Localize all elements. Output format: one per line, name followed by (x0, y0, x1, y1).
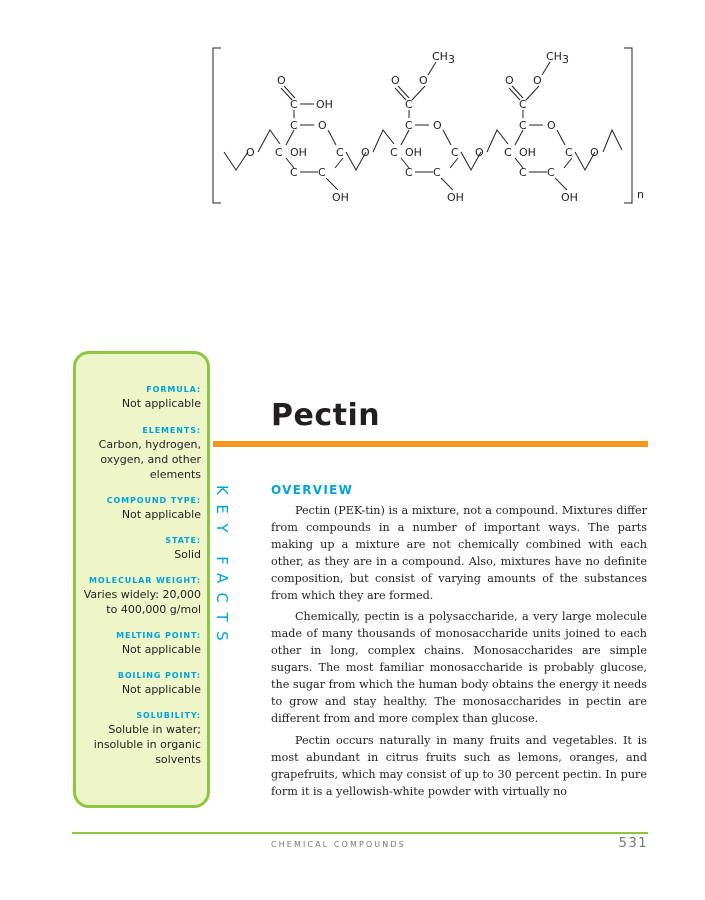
carbon-atom-label: C (290, 98, 298, 111)
ester-oxygen-label: O (533, 74, 542, 87)
page-number: 531 (618, 836, 648, 851)
hydroxyl-label: OH (316, 98, 333, 111)
carbonyl-oxygen-label: O (505, 74, 514, 87)
hydroxyl-label: OH (519, 146, 536, 159)
glycosidic-oxygen-label: O (590, 146, 599, 159)
key-fact-label: FORMULA: (146, 385, 201, 394)
key-fact-compound-type (75, 496, 201, 522)
glycosidic-oxygen-label: O (361, 146, 370, 159)
carbon-atom-label: C (318, 166, 326, 179)
key-fact-label: SOLUBILITY: (136, 711, 201, 720)
glycosidic-oxygen-label: O (246, 146, 255, 159)
carbon-atom-label: C (290, 119, 298, 132)
key-fact-label: ELEMENTS: (142, 426, 201, 435)
key-fact-label: MELTING POINT: (116, 631, 201, 640)
key-fact-label: MOLECULAR WEIGHT: (89, 576, 201, 585)
carbon-atom-label: C (275, 146, 283, 159)
repeat-unit-subscript: n (637, 188, 644, 201)
paragraph: Pectin (PEK-tin) is a mixture, not a compound. Mixtures differ from compounds in a number of important ways. The parts making up a mixture are not chemically combined with each other, as they are in a compound. Also, mixtures have no definite composition, but consist of varying amounts of the substances from which they are formed. (271, 504, 647, 602)
carbon-atom-label: C (433, 166, 441, 179)
key-fact-value: Varies widely: 20,000 to 400,000 g/mol (83, 588, 201, 616)
carbon-atom-label: C (519, 166, 527, 179)
key-fact-solubility (83, 711, 201, 767)
key-fact-value: Not applicable (121, 508, 201, 521)
hydroxyl-label: OH (405, 146, 422, 159)
ring-oxygen-label: O (547, 119, 556, 132)
key-fact-value: Not applicable (121, 643, 201, 656)
carbon-atom-label: C (336, 146, 344, 159)
carbon-atom-label: C (504, 146, 512, 159)
paragraph: Pectin occurs naturally in many fruits and vegetables. It is most abundant in citrus fruits such as lemons, oranges, and grapefruits, which may consist of up to 30 percent pectin. In pure form it is a yellowish-white powder with virtually no (271, 733, 647, 798)
key-fact-elements (89, 426, 201, 482)
key-fact-value: Carbon, hydrogen, oxygen, and other elements (98, 438, 201, 481)
carbonyl-oxygen-label: O (277, 74, 286, 87)
key-fact-label: BOILING POINT: (117, 671, 201, 680)
carbon-atom-label: C (390, 146, 398, 159)
glycosidic-oxygen-label: O (475, 146, 484, 159)
ring-oxygen-label: O (318, 119, 327, 132)
paragraph: Chemically, pectin is a polysaccharide, a very large molecule made of many thousands of monosaccharide units joined to each other in long, complex chains. Monosaccharides are simple sugars. The most familiar monosaccharide is probably glucose, the sugar from which the human body obtains the energy it needs to grow and stay healthy. The monosaccharides in pectin are different from and more complex than glucose. (271, 610, 647, 725)
carbon-atom-label: C (290, 166, 298, 179)
carbon-atom-label: C (405, 98, 413, 111)
key-fact-melting-point (75, 631, 201, 657)
carbon-atom-label: C (405, 119, 413, 132)
carbon-atom-label: C (405, 166, 413, 179)
hydroxyl-label: OH (332, 191, 349, 204)
methyl-group-label: CH3 (432, 50, 455, 66)
key-facts-panel (73, 351, 210, 808)
pectin-structure-diagram (0, 0, 705, 215)
key-fact-value: Solid (174, 548, 201, 561)
key-fact-formula (75, 385, 201, 411)
key-facts-heading: KEY FACTS (213, 485, 231, 651)
hydroxyl-label: OH (447, 191, 464, 204)
carbonyl-oxygen-label: O (391, 74, 400, 87)
key-fact-label: STATE: (165, 536, 201, 545)
key-fact-state (75, 536, 201, 562)
title-divider (213, 441, 648, 447)
page-title: Pectin (271, 398, 381, 433)
key-fact-boiling-point (75, 671, 201, 697)
ring-oxygen-label: O (433, 119, 442, 132)
hydroxyl-label: OH (561, 191, 578, 204)
key-fact-molecular-weight (73, 576, 201, 617)
carbon-atom-label: C (547, 166, 555, 179)
key-fact-value: Not applicable (121, 683, 201, 696)
carbon-atom-label: C (519, 98, 527, 111)
footer-divider (72, 832, 648, 834)
hydroxyl-label: OH (290, 146, 307, 159)
key-fact-value: Soluble in water; insoluble in organic solvents (93, 723, 201, 766)
section-heading: OVERVIEW (271, 483, 354, 497)
carbon-atom-label: C (451, 146, 459, 159)
methyl-group-label: CH3 (546, 50, 569, 66)
carbon-atom-label: C (565, 146, 573, 159)
article-body (271, 503, 647, 805)
key-fact-label: COMPOUND TYPE: (106, 496, 201, 505)
running-title: CHEMICAL COMPOUNDS (271, 840, 406, 849)
carbon-atom-label: C (519, 119, 527, 132)
ester-oxygen-label: O (419, 74, 428, 87)
key-fact-value: Not applicable (121, 397, 201, 410)
